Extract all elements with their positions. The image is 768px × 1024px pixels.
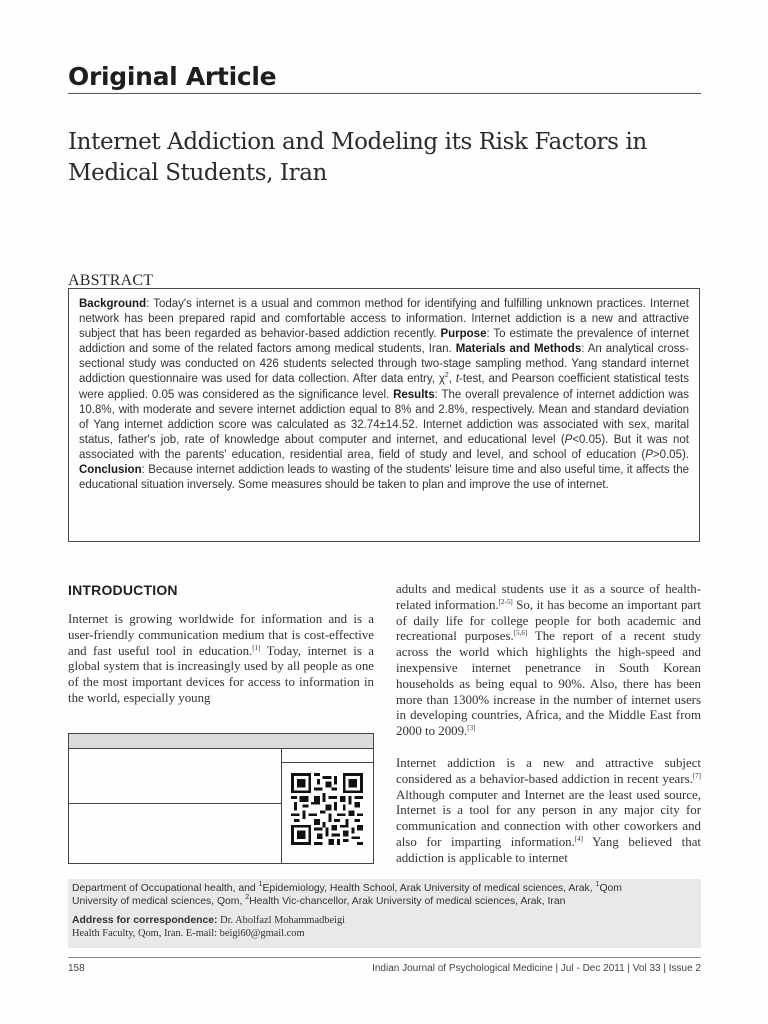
affiliation-marker: 1: [595, 881, 600, 888]
introduction-paragraph: [396, 582, 701, 740]
access-article-box: [68, 733, 374, 864]
methods-label: Materials and Methods: [455, 343, 582, 356]
affiliation-marker: 2: [245, 894, 250, 901]
affiliation-text: Department of Occupational health, and: [72, 883, 259, 894]
paragraph-text: Yang believed that addiction is applicable to internet: [396, 834, 701, 865]
access-box-header: [69, 734, 373, 749]
methods-text: -test, and Pearson coefficient statistical tests were applied. 0.05 was considered as the significance level.: [79, 373, 689, 401]
affiliation-text: Epidemiology, Health School, Arak University of medical sciences, Arak,: [262, 883, 596, 894]
abstract-box: [68, 288, 700, 542]
correspondence-label: Address for correspondence:: [72, 915, 218, 926]
divider: [69, 803, 281, 804]
affiliations-band: [68, 879, 701, 948]
divider: [281, 748, 282, 863]
affiliation-text: Qom: [599, 883, 622, 894]
results-text: : The overall prevalence of internet addiction was 10.8%, with moderate and severe internet addiction equal to 8% and 2.8%, respectively. Mean and standard deviation of Yang internet addiction score was calculated as 32.74±14.52. Internet addiction was associated with sex, marital status, father's job, rate of knowledge about computer and internet, and educational level (: [79, 388, 689, 446]
background-label: Background: [79, 298, 147, 310]
divider: [281, 762, 373, 763]
introduction-paragraph: [396, 756, 701, 867]
citation-ref[interactable]: [1]: [252, 643, 261, 652]
paragraph-text: adults and medical students use it as a source of health-related information.: [396, 582, 701, 612]
methods-text: ,: [448, 373, 456, 386]
affiliation-text: University of medical sciences, Qom,: [72, 896, 246, 907]
paragraph-text: Although computer and Internet are the least used source, Internet is a tool for any person in any major city for communication and connection with other coworkers and also for imparting information.: [396, 787, 701, 849]
background-text: : Today's internet is a usual and common method for identifying and fulfilling unknown practices. Internet network has been prepared rapid and comfortable access to information. Internet addiction is a new and attractive subject that has been regarded as behavior-based addiction recently.: [79, 298, 689, 341]
footer-divider: [68, 957, 701, 958]
qr-code-icon[interactable]: [291, 773, 363, 845]
p-value-italic: P: [564, 433, 573, 446]
citation-ref[interactable]: [5,6]: [513, 629, 528, 638]
chi-square-superscript: 2: [444, 372, 449, 380]
affiliation-line: [72, 882, 697, 895]
paragraph-text: Today, internet is a global system that is increasingly used by all people as one of the most important devices for access to information in the world, especially young: [68, 643, 374, 705]
affiliation-text: Health Vic-chancellor, Arak University of medical sciences, Arak, Iran: [249, 896, 566, 907]
affiliation-marker: 1: [258, 881, 263, 888]
paragraph-text: Internet is growing worldwide for information and is a user-friendly communication medium that is cost-effective and fast useful tool in education.: [68, 612, 374, 658]
t-test-italic: t: [455, 373, 460, 386]
introduction-left-paragraph: [68, 612, 374, 707]
results-text: <0.05). But it was not associated with the parents' education, residential area, field of study and level, and school of education (: [79, 433, 689, 461]
correspondence-name: Dr. Abolfazl Mohammadbeigi: [217, 915, 346, 926]
conclusion-text: : Because internet addiction leads to wasting of the students' leisure time and also useful time, it affects the educational situation inversely. Some measures should be taken to plan and improve the use of internet.: [79, 464, 689, 492]
results-text: >0.05).: [652, 448, 689, 461]
paragraph-text: So, it has become an important part of daily life for college people for both academic and recreational purposes.: [396, 597, 702, 644]
abstract-heading: ABSTRACT: [68, 272, 154, 289]
citation-ref[interactable]: [7]: [692, 771, 701, 780]
introduction-right-column: [396, 582, 701, 883]
paragraph-text: Internet addiction is a new and attractive subject considered as a behavior-based addiction in recent years.: [396, 755, 701, 786]
citation-ref[interactable]: [2-5]: [498, 597, 513, 606]
article-title: Internet Addiction and Modeling its Risk Factors in Medical Students, Iran: [68, 129, 647, 186]
paragraph-text: The report of a recent study across the world which highlights the high-speed and inexpensive internet penetrance in South Korean households as being equal to 90%. Also, there has been more than 1300% increase in the number of internet users in developing countries, Africa, and the Middle East from 2000 to 2009.: [396, 629, 701, 739]
correspondence-address[interactable]: Health Faculty, Qom, Iran. E-mail: beigi60@gmail.com: [72, 928, 305, 939]
introduction-heading: INTRODUCTION: [68, 582, 178, 598]
purpose-label: Purpose: [440, 328, 487, 341]
p-value-italic: P: [645, 448, 653, 461]
affiliation-line: [72, 895, 697, 908]
citation-ref[interactable]: [3]: [467, 724, 476, 733]
methods-text: : An analytical cross-sectional study was conducted on 426 students selected through two-stage sampling method. Yang standard internet addiction questionnaire was used for data collection. After data entry, χ: [79, 343, 689, 386]
page-number: 158: [68, 963, 85, 974]
results-label: Results: [393, 388, 435, 401]
conclusion-label: Conclusion: [79, 464, 142, 477]
purpose-text: : To estimate the prevalence of internet addiction and some of the related factors among medical students, Iran.: [79, 328, 689, 356]
section-type-heading: Original Article: [68, 62, 701, 94]
citation-ref[interactable]: [4]: [574, 834, 584, 843]
journal-info: Indian Journal of Psychological Medicine | Jul - Dec 2011 | Vol 33 | Issue 2: [372, 963, 701, 974]
correspondence-line: [72, 914, 697, 927]
